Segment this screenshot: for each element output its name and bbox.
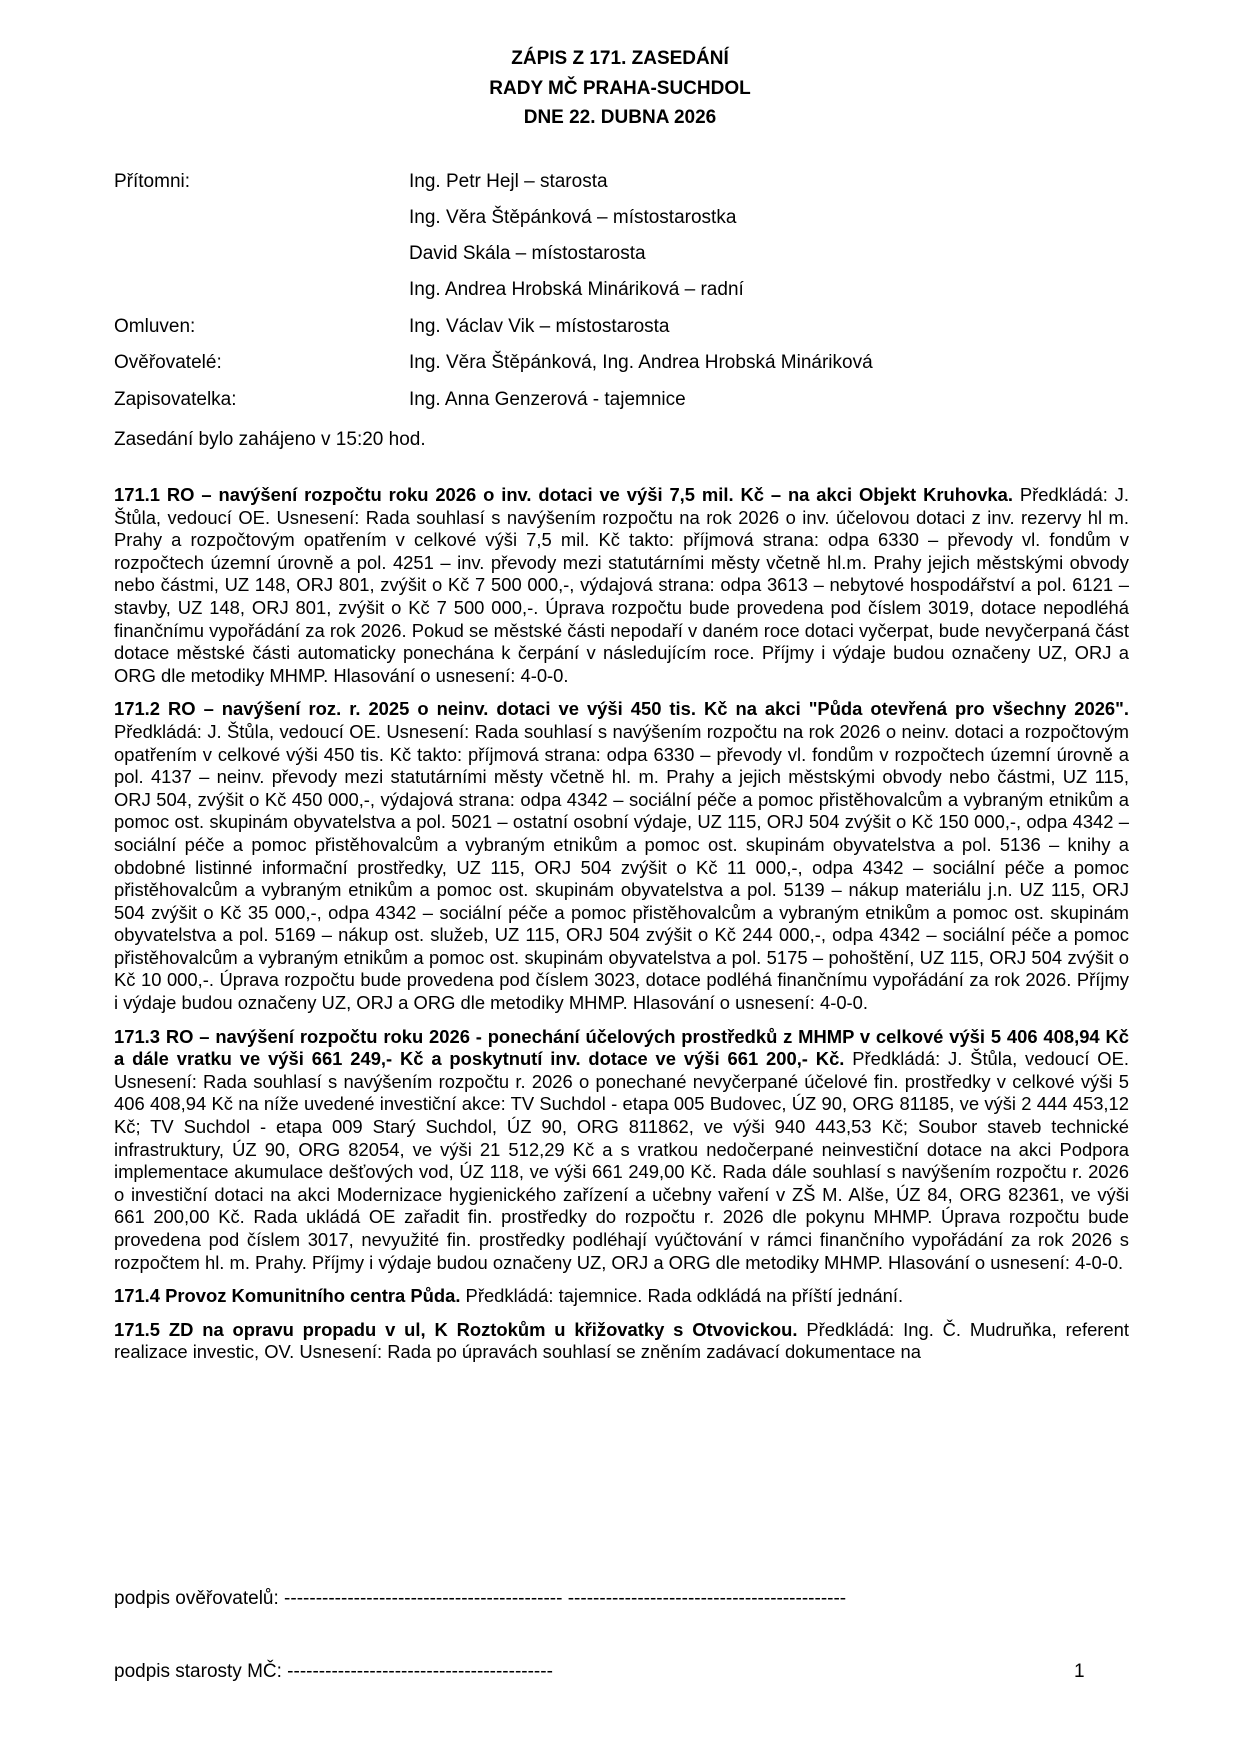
present-member: Ing. Petr Hejl – starosta [409, 171, 608, 192]
page-number: 1 [1074, 1661, 1085, 1682]
verifiers-label: Ověřovatelé: [114, 352, 222, 373]
agenda-item [114, 1285, 1129, 1308]
opening-time: Zasedání bylo zahájeno v 15:20 hod. [114, 429, 426, 450]
agenda-item-body: Předkládá: J. Štůla, vedoucí OE. Usnesení: Rada souhlasí s navýšením rozpočtu na rok 2026 o inv. účelovou dotaci z inv. rezervy hl m. Prahy a rozpočtovým opatřením v celkové výši 7,5 mil. Kč takto: příjmová strana: odpa 6330 – převody vl. fondům v rozpočtech územní úrovně a pol. 4251 – inv. převody mezi statutárními městy včetně hl.m. Prahy jejich městskými obvody nebo částmi, UZ 148, ORJ 801, zvýšit o Kč 7 500 000,-, výdajová strana: odpa 3613 – nebytové hospodářství a pol. 6121 – stavby, UZ 148, ORJ 801, zvýšit o Kč 7 500 000,-. Úprava rozpočtu bude provedena pod číslem 3019, dotace nepodléhá finančnímu vypořádání za rok 2026. Pokud se městské části nepodaří v daném roce dotaci vyčerpat, bude nevyčerpaná část dotace městské části automaticky ponechána k čerpání v následujícím roce. Příjmy i výdaje budou označeny UZ, ORJ a ORG dle metodiky MHMP. Hlasování o usnesení: 4-0-0. [114, 484, 1129, 686]
excused-member: Ing. Václav Vik – místostarosta [409, 316, 670, 337]
agenda-item [114, 1026, 1129, 1275]
agenda-item [114, 1319, 1129, 1364]
agenda-item-heading: 171.3 RO – navýšení rozpočtu roku 2026 - ponechání účelových prostředků z MHMP v celkové výši 5 406 408,94 Kč a dále vratku ve výši 661 249,- Kč a poskytnutí inv. dotace ve výši 661 200,- Kč. [114, 1025, 1129, 1070]
agenda-item-body: Předkládá: J. Štůla, vedoucí OE. Usnesení: Rada souhlasí s navýšením rozpočtu r. 2026 o ponechané nevyčerpané účelové fin. prostředky v celkové výši 5 406 408,94 Kč na níže uvedené investiční akce: TV Suchdol - etapa 005 Budovec, ÚZ 90, ORG 81185, ve výši 2 444 453,12 Kč; TV Suchdol - etapa 009 Starý Suchdol, ÚZ 90, ORG 811862, ve výši 940 443,53 Kč; Soubor staveb technické infrastruktury, ÚZ 90, ORG 82054, ve výši 21 512,29 Kč a s vratkou nedočerpané neinvestiční dotace na akci Podpora implementace akumulace dešťových vod, ÚZ 118, ve výši 661 249,00 Kč. Rada dále souhlasí s navýšením rozpočtu r. 2026 o investiční dotaci na akci Modernizace hygienického zařízení a učebny vaření v ZŠ M. Alše, ÚZ 84, ORG 82361, ve výši 661 200,00 Kč. Rada ukládá OE zařadit fin. prostředky do rozpočtu r. 2026 dle pokynu MHMP. Úprava rozpočtu bude provedena pod číslem 3017, nevyužité fin. prostředky podléhají vyúčtování v rámci finančního vypořádání za rok 2026 s rozpočtem hl. m. Prahy. Příjmy i výdaje budou označeny UZ, ORJ a ORG dle metodiky MHMP. Hlasování o usnesení: 4-0-0. [114, 1048, 1129, 1273]
agenda-item-body: Předkládá: tajemnice. Rada odkládá na příští jednání. [460, 1285, 904, 1307]
verifiers-signature-line: podpis ověřovatelů: -------------------------------------------- -------------------------------------------- [114, 1588, 847, 1609]
present-label: Přítomni: [114, 171, 191, 192]
excused-label: Omluven: [114, 316, 196, 337]
agenda-item-body: Předkládá: Ing. Č. Mudruňka, referent realizace investic, OV. Usnesení: Rada po úpravách souhlasí se zněním zadávací dokumentace na [114, 1318, 1129, 1363]
agenda-item [114, 484, 1129, 687]
present-member: Ing. Andrea Hrobská Mináriková – radní [409, 279, 744, 300]
agenda-item-body: Předkládá: J. Štůla, vedoucí OE. Usnesení: Rada souhlasí s navýšením rozpočtu na rok 2026 o neinv. dotaci a rozpočtovým opatřením v celkové výši 450 tis. Kč takto: příjmová strana: odpa 6330 – převody vl. fondům v rozpočtech územní úrovně a pol. 4137 – neinv. převody mezi statutárními městy včetně hl. m. Prahy a jejich městskými obvody nebo částmi, UZ 115, ORJ 504, zvýšit o Kč 450 000,-, výdajová strana: odpa 4342 – sociální péče a pomoc přistěhovalcům a vybraným etnikům a pomoc ost. skupinám obyvatelstva a pol. 5021 – ostatní osobní výdaje, UZ 115, ORJ 504 zvýšit o Kč 150 000,-, odpa 4342 – sociální péče a pomoc přistěhovalcům a vybraným etnikům a pomoc ost. skupinám obyvatelstva a pol. 5136 – knihy a obdobné listinné informační prostředky, UZ 115, ORJ 504 zvýšit o Kč 11 000,-, odpa 4342 – sociální péče a pomoc přistěhovalcům a vybraným etnikům a pomoc ost. skupinám obyvatelstva a pol. 5139 – nákup materiálu j.n. UZ 115, ORJ 504 zvýšit o Kč 35 000,-, odpa 4342 – sociální péče a pomoc přistěhovalcům a vybraným etnikům a pomoc ost. skupinám obyvatelstva a pol. 5169 – nákup ost. služeb, UZ 115, ORJ 504 zvýšit o Kč 244 000,-, odpa 4342 – sociální péče a pomoc přistěhovalcům a vybraným etnikům a pomoc ost. skupinám obyvatelstva a pol. 5175 – pohoštění, UZ 115, ORJ 504 zvýšit o Kč 10 000,-. Úprava rozpočtu bude provedena pod číslem 3023, dotace podléhá finančnímu vypořádání za rok 2026. Příjmy i výdaje budou označeny UZ, ORJ a ORG dle metodiky MHMP. Hlasování o usnesení: 4-0-0. [114, 720, 1129, 1014]
verifiers-names: Ing. Věra Štěpánková, Ing. Andrea Hrobská Mináriková [409, 352, 873, 373]
agenda-item-heading: 171.1 RO – navýšení rozpočtu roku 2026 o inv. dotaci ve výši 7,5 mil. Kč – na akci Objekt Kruhovka. [114, 484, 1013, 505]
agenda-item-heading: 171.2 RO – navýšení roz. r. 2025 o neinv. dotaci ve výši 450 tis. Kč na akci "Půda otevřená pro všechny 2026". [114, 698, 1129, 720]
title-line-3: DNE 22. DUBNA 2026 [523, 107, 717, 128]
agenda-item-heading: 171.4 Provoz Komunitního centra Půda. [114, 1285, 461, 1307]
mayor-signature-line: podpis starosty MČ: ------------------------------------------ [114, 1661, 553, 1682]
recorder-name: Ing. Anna Genzerová - tajemnice [409, 389, 686, 410]
title-line-1: ZÁPIS Z 171. ZASEDÁNÍ [511, 48, 729, 69]
agenda-items [114, 484, 1129, 1375]
agenda-item-heading: 171.5 ZD na opravu propadu v ul, K Roztokům u křižovatky s Otvovickou. [114, 1318, 798, 1340]
present-member: David Skála – místostarosta [409, 243, 646, 264]
title-line-2: RADY MČ PRAHA-SUCHDOL [489, 77, 751, 99]
present-member: Ing. Věra Štěpánková – místostarostka [409, 207, 737, 228]
recorder-label: Zapisovatelka: [114, 389, 237, 410]
document-title [0, 44, 1240, 133]
agenda-item [114, 698, 1129, 1014]
